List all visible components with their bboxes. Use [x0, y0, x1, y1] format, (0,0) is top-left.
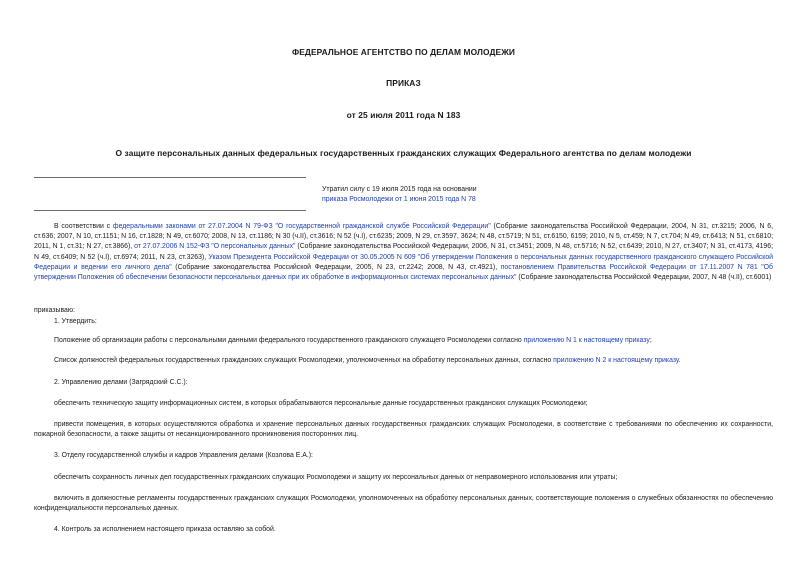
item-1a-text: Положение об организации работы с персональными данными федерального государственного гражданского служащего Росмолодежи согласно [54, 337, 524, 344]
appendix-2-link[interactable]: приложению N 2 к настоящему приказу [553, 357, 679, 364]
law-79-fz-link[interactable]: федеральными законами от 27.07.2004 N 79-ФЗ "О государственной гражданской службе Российской Федерации" [112, 223, 491, 230]
item-2a: обеспечить техническую защиту информационных систем, в которых обрабатываются персональные данные государственных гражданских служащих Росмолодежи; [54, 400, 588, 407]
document-date: от 25 июля 2011 года N 183 [346, 110, 461, 120]
item-2: 2. Управлению делами (Загрядский С.С.): [54, 379, 188, 386]
resolution-781-link[interactable]: постановлением Правительства Российской Федерации от 17.11.2007 N 781 "Об утверждении Положения об обеспечении безопасности персональных данных при их обработке в информационных системах персональных данных" [34, 263, 773, 282]
document-type: ПРИКАЗ [386, 78, 421, 88]
preamble-text-4: (Собрание законодательства Российской Федерации, 2005, N 23, ст.2242; 2008, N 43, ст.4921), [171, 263, 501, 271]
repeal-order-link[interactable]: приказа Росмолодежи от 1 июня 2015 года N 78 [322, 196, 476, 203]
decree-609-link[interactable]: Указом Президента Российской Федерации от 30.05.2005 N 609 "Об утверждении Положения о персональных данных государственного гражданского служащего Российской Федерации и ведении его личного дела" [34, 253, 774, 271]
repeal-note [322, 185, 477, 205]
preamble-text-3: (Собрание законодательства Российской Федерации, 2006, N 31, ст.3451; 2009, N 48, ст.5716; N 52, ст.6439; 2010, N 27, ст.3407; N 31, ст.4173, 4196; N 49, ст.6409; N 52 (ч.I), ст.6974; 2011, N 23, ст.3263), [34, 243, 774, 261]
item-1a [34, 336, 773, 346]
appendix-1-link[interactable]: приложению N 1 к настоящему приказу [523, 337, 650, 344]
orders-word: приказываю: [34, 307, 75, 314]
item-3: 3. Отделу государственной службы и кадров Управления делами (Козлова Е.А.): [54, 452, 313, 459]
item-1a-end: ; [649, 337, 652, 344]
preamble-text-2: (Собрание законодательства Российской Федерации, 2004, N 31, ст.3215; 2006, N 6, ст.636; 2007, N 10, ст.1151; N 16, ст.1828; N 49, ст.6070; 2008, N 13, ст.1186; N 30 (ч.II), ст.3616; N 52 (ч.I), ст.6235; 2009, N 29, ст.3597, 3624; N 48, ст.5719; N 51, ст.6150, 6159; 2010, N 5, ст.459; N 7, ст.704; N 49, ст.6413; N 51, ст.6810; 2011, N 1, ст.31; N 27, ст.3866), [34, 223, 773, 251]
page-title: О защите персональных данных федеральных государственных гражданских служащих Федерального агентства по делам молодежи [115, 148, 692, 158]
preamble-text-5: (Собрание законодательства Российской Федерации, 2007, N 48 (ч.II), ст.6001) [516, 274, 772, 282]
item-2b: привести помещения, в которых осуществляются обработка и хранение персональных данных государственных гражданских служащих Росмолодежи, в соответствие с требованиями по обеспечению их сохранности, пожарной безопасности, а также защиты от несанкционированного проникновения посторонних лиц. [34, 421, 773, 439]
agency-name: ФЕДЕРАЛЬНОЕ АГЕНТСТВО ПО ДЕЛАМ МОЛОДЕЖИ [291, 47, 516, 57]
item-1b [34, 356, 773, 366]
item-3b: включить в должностные регламенты государственных гражданских служащих Росмолодежи, уполномоченных на обработку персональных данных, соответствующие положения о служебных обязанностях по обеспечению конфиденциальности персональных данных. [34, 495, 773, 513]
item-1b-end: . [678, 357, 681, 364]
item-4: 4. Контроль за исполнением настоящего приказа оставляю за собой. [54, 526, 276, 533]
item-1b-text: Список должностей федеральных государственных гражданских служащих Росмолодежи, уполномоченных на обработку персональных данных, согласно [54, 357, 554, 364]
item-1: 1. Утвердить: [54, 318, 97, 325]
law-152-fz-link[interactable]: от 27.07.2006 N 152-ФЗ "О персональных данных" [134, 243, 296, 251]
divider-top [34, 177, 306, 178]
item-3a: обеспечить сохранность личных дел государственных гражданских служащих Росмолодежи и защиту их персональных данных от неправомерного использования или утраты; [54, 474, 618, 481]
preamble [34, 222, 773, 283]
repeal-note-text: Утратил силу с 19 июля 2015 года на основании [322, 186, 477, 193]
preamble-text-1: В соответствии с [54, 223, 113, 230]
divider-bottom [34, 210, 306, 211]
